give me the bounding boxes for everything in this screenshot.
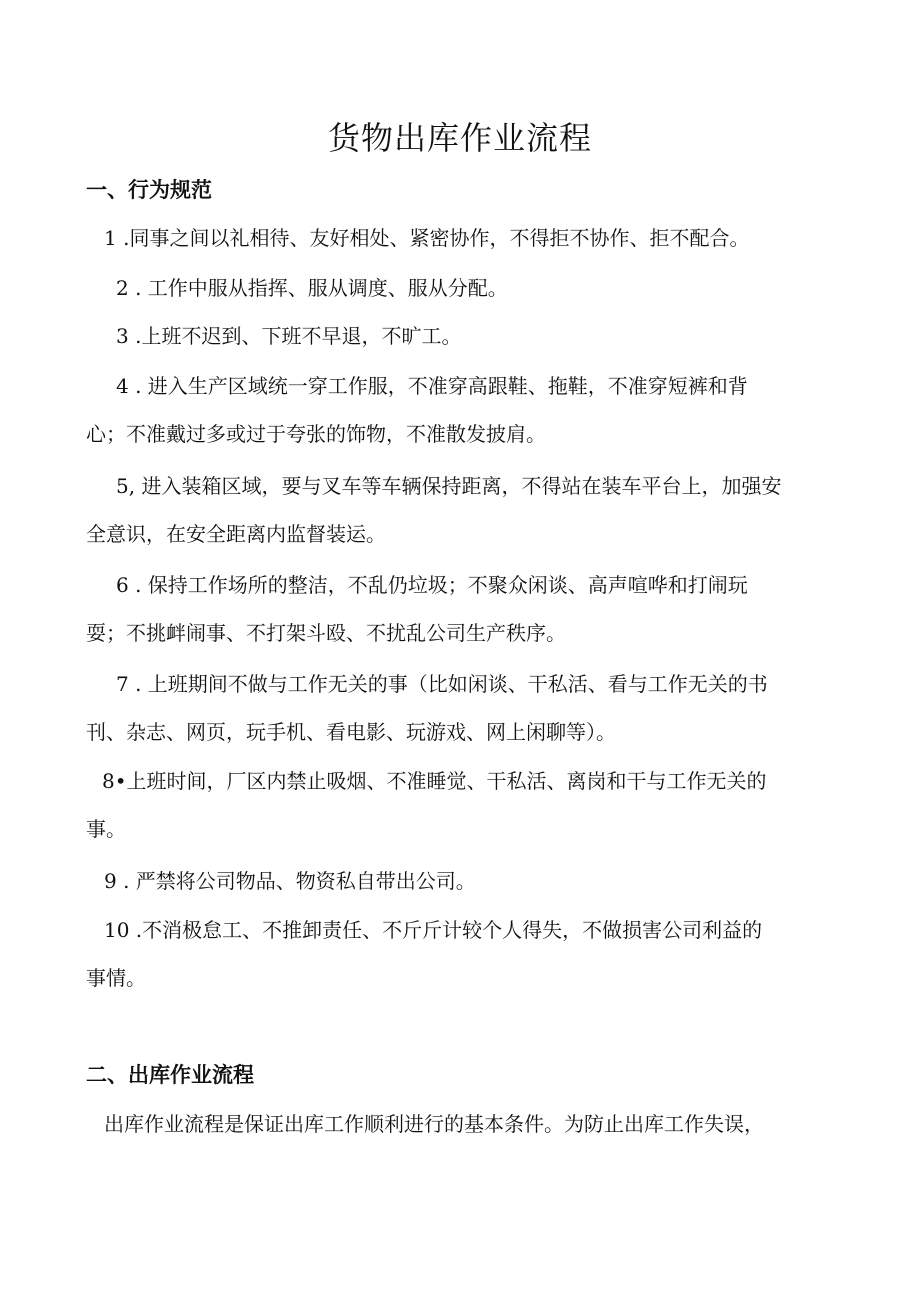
conduct-item-6 [86, 561, 836, 657]
document-title: 货物出库作业流程 [327, 119, 592, 157]
paragraph-line: 2 . 工作中服从指挥、服从调度、服从分配。 [116, 276, 508, 300]
conduct-item-4 [86, 362, 836, 458]
conduct-item-5 [86, 462, 836, 558]
paragraph-line: 8•上班时间，厂区内禁止吸烟、不准睡觉、干私活、离岗和干与工作无关的 [102, 769, 767, 793]
paragraph-line: 出库作业流程是保证出库工作顺利进行的基本条件。为防止出库工作失误， [104, 1112, 764, 1136]
paragraph-line: 心；不准戴过多或过于夸张的饰物，不准散发披肩。 [86, 422, 546, 446]
conduct-item-1 [86, 214, 836, 262]
paragraph-line: 耍；不挑衅闹事、不打架斗殴、不扰乱公司生产秩序。 [86, 621, 566, 645]
paragraph-line: 事情。 [86, 966, 146, 990]
paragraph-line: 5, 进入装箱区域，要与叉车等车辆保持距离，不得站在装车平台上，加强安 [116, 474, 782, 498]
outbound-process-intro [86, 1100, 836, 1148]
conduct-item-7 [86, 660, 836, 756]
section-heading-conduct: 一、行为规范 [86, 178, 212, 202]
paragraph-line: 3 .上班不迟到、下班不早退，不旷工。 [116, 324, 462, 348]
conduct-item-10 [86, 906, 836, 1002]
conduct-item-2 [86, 264, 836, 312]
paragraph-line: 10 .不消极怠工、不推卸责任、不斤斤计较个人得失，不做损害公司利益的 [104, 918, 763, 942]
section-heading-outbound-process: 二、出库作业流程 [86, 1063, 254, 1087]
conduct-item-9 [86, 857, 836, 905]
conduct-item-3 [86, 312, 836, 360]
paragraph-line: 1 .同事之间以礼相待、友好相处、紧密协作，不得拒不协作、拒不配合。 [104, 226, 750, 250]
conduct-item-8 [86, 757, 836, 853]
paragraph-line: 9 . 严禁将公司物品、物资私自带出公司。 [104, 869, 476, 893]
paragraph-line: 事。 [86, 817, 126, 841]
paragraph-line: 7 . 上班期间不做与工作无关的事（比如闲谈、干私活、看与工作无关的书 [116, 672, 768, 696]
paragraph-line: 4 . 进入生产区域统一穿工作服，不准穿高跟鞋、拖鞋，不准穿短裤和背 [116, 374, 748, 398]
paragraph-line: 全意识，在安全距离内监督装运。 [86, 522, 386, 546]
paragraph-line: 6 . 保持工作场所的整洁，不乱仍垃圾；不聚众闲谈、高声喧哗和打闹玩 [116, 573, 748, 597]
paragraph-line: 刊、杂志、网页，玩手机、看电影、玩游戏、网上闲聊等）。 [86, 720, 616, 744]
